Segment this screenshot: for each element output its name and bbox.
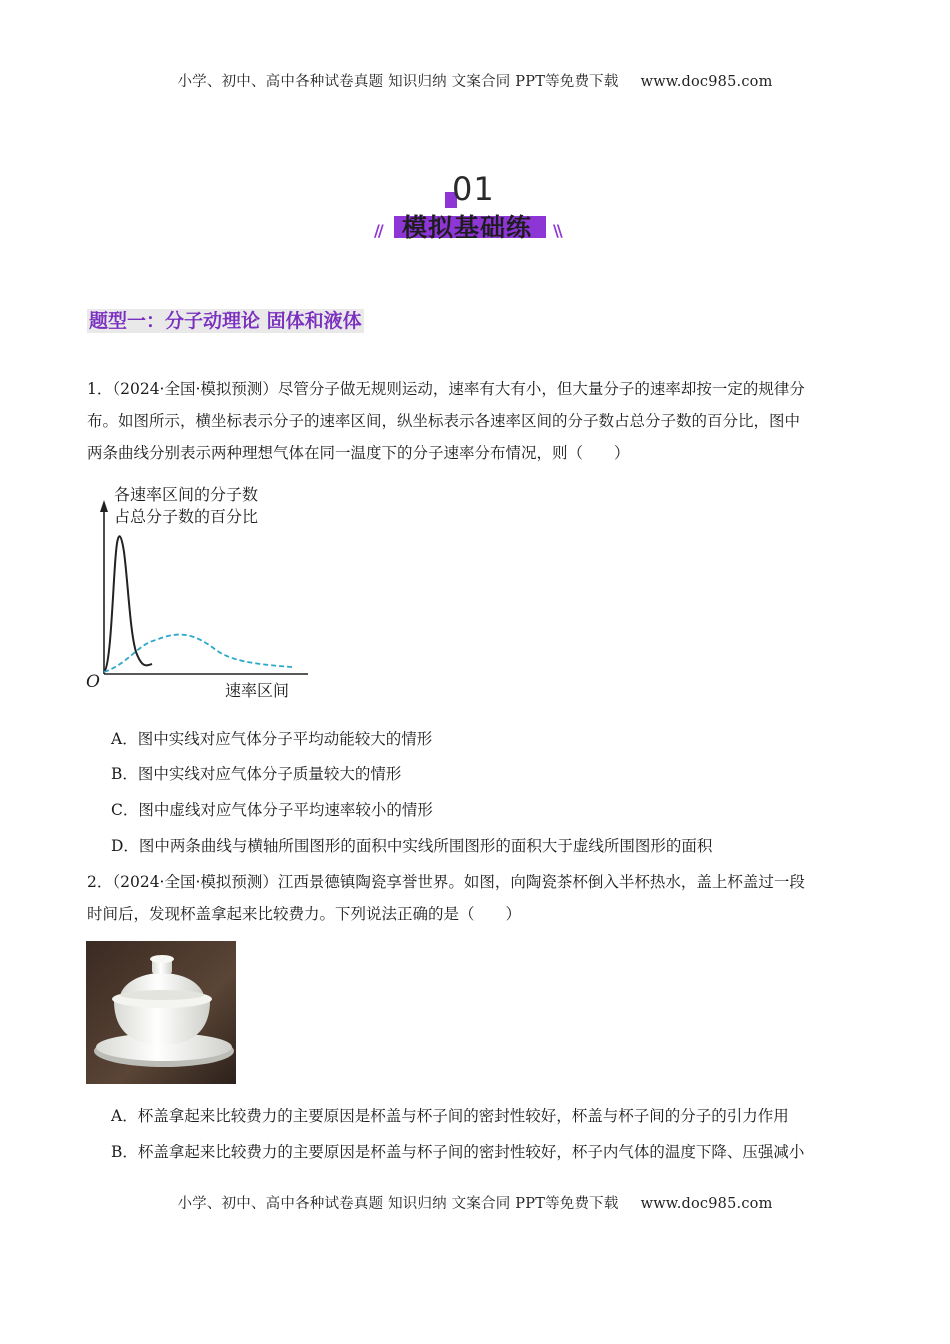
- badge-number: 01: [452, 170, 495, 208]
- left-slash-decoration: //: [374, 221, 382, 240]
- question-1-line-2: 布。如图所示，横坐标表示分子的速率区间，纵坐标表示各速率区间的分子数占总分子数的百分比，图中: [87, 412, 801, 430]
- question-1-stem: [87, 373, 863, 469]
- right-slash-decoration: \\: [553, 221, 561, 240]
- section-title: 题型一：分子动理论 固体和液体: [89, 310, 362, 332]
- question-2-option-b: B．杯盖拿起来比较费力的主要原因是杯盖与杯子间的密封性较好，杯子内气体的温度下降、压强减小: [111, 1143, 805, 1161]
- y-axis-arrow: [100, 500, 108, 512]
- origin-label: O: [86, 672, 100, 692]
- y-axis-label-line-2: 占总分子数的百分比: [114, 507, 259, 526]
- question-1-option-c: C．图中虚线对应气体分子平均速率较小的情形: [111, 801, 433, 819]
- question-2-stem: [87, 866, 863, 930]
- dashed-curve: [104, 635, 292, 672]
- page-footer: [0, 1192, 950, 1213]
- question-1-option-a: A．图中实线对应气体分子平均动能较大的情形: [111, 730, 433, 748]
- section-badge: [374, 170, 575, 250]
- question-1-line-1: 1．（2024·全国·模拟预测）尽管分子做无规则运动，速率有大有小，但大量分子的速率却按一定的规律分: [87, 380, 805, 398]
- footer-url: www.doc985.com: [640, 1196, 773, 1212]
- porcelain-tea-cup-photo: [86, 941, 236, 1084]
- question-1-line-3: 两条曲线分别表示两种理想气体在同一温度下的分子速率分布情况，则（ ）: [87, 444, 630, 462]
- speed-distribution-figure: [80, 482, 320, 702]
- question-1-option-b: B．图中实线对应气体分子质量较大的情形: [111, 765, 402, 783]
- question-2-option-a: A．杯盖拿起来比较费力的主要原因是杯盖与杯子间的密封性较好，杯盖与杯子间的分子的引力作用: [111, 1107, 789, 1125]
- page-header: [0, 70, 950, 91]
- header-url: www.doc985.com: [640, 74, 773, 90]
- x-axis-label: 速率区间: [225, 681, 290, 700]
- question-2-line-1: 2．（2024·全国·模拟预测）江西景德镇陶瓷享誉世界。如图，向陶瓷茶杯倒入半杯热水，盖上杯盖过一段: [87, 873, 805, 891]
- y-axis-label: [114, 484, 258, 528]
- tea-cup-illustration: [86, 941, 236, 1084]
- question-2-line-2: 时间后，发现杯盖拿起来比较费力。下列说法正确的是（ ）: [87, 905, 522, 923]
- header-text: 小学、初中、高中各种试卷真题 知识归纳 文案合同 PPT等免费下载: [177, 74, 619, 90]
- badge-title: 模拟基础练: [402, 213, 533, 242]
- question-1-option-d: D．图中两条曲线与横轴所围图形的面积中实线所围图形的面积大于虚线所围图形的面积: [111, 837, 713, 855]
- solid-curve: [104, 536, 152, 672]
- footer-text: 小学、初中、高中各种试卷真题 知识归纳 文案合同 PPT等免费下载: [177, 1196, 619, 1212]
- y-axis-label-line-1: 各速率区间的分子数: [114, 485, 259, 504]
